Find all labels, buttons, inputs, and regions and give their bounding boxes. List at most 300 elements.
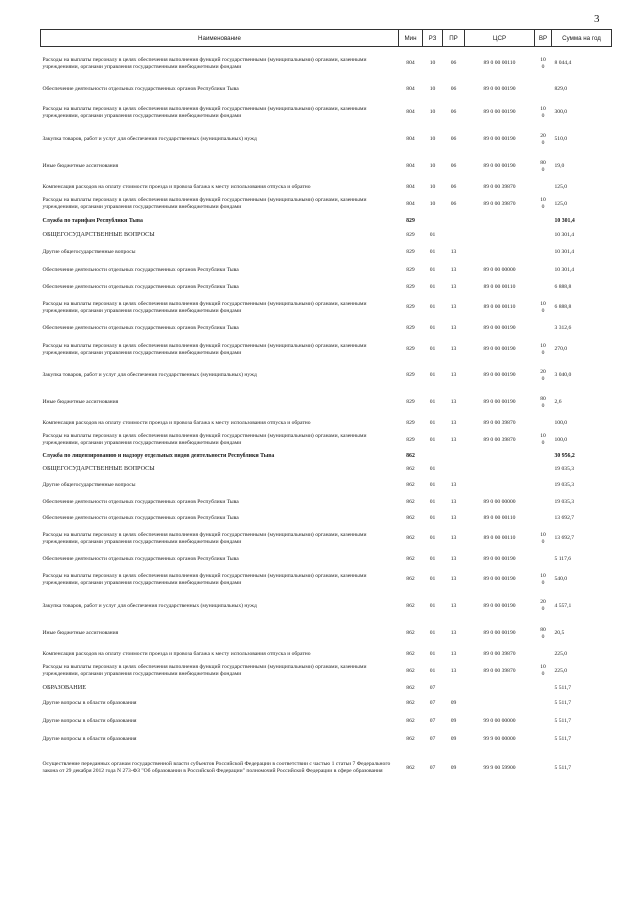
- header-rz: РЗ: [423, 30, 443, 47]
- vr-code-part: 10: [540, 57, 546, 64]
- cell-sum: 2,6: [554, 399, 562, 406]
- cell-vr: [535, 695, 552, 713]
- cell-min: 862: [406, 498, 415, 505]
- cell-sum: 13 692,7: [554, 535, 575, 542]
- table-row: [41, 451, 612, 462]
- cell-vr: [535, 417, 552, 430]
- table-row: [41, 363, 612, 389]
- cell-name: Другие вопросы в области образования: [42, 718, 137, 725]
- cell-sum: 8 044,4: [554, 60, 572, 67]
- cell-csr: 89 0 00 00190: [483, 86, 516, 93]
- cell-min: 862: [406, 630, 415, 637]
- vr-code-part: 0: [541, 349, 545, 356]
- cell-sum: 510,0: [554, 136, 568, 143]
- cell-rz: 07: [429, 718, 436, 725]
- cell-rz: 01: [429, 650, 436, 657]
- cell-pr: 13: [450, 514, 457, 521]
- cell-name: Расходы на выплаты персоналу в целях обеспечения выполнения функций государственными (муниципальными) органами, казенными учреждениями, органами управления государственными внебюджетными фондами: [42, 105, 367, 119]
- cell-vr: [535, 244, 552, 262]
- table-row: [41, 262, 612, 280]
- cell-csr: 89 0 00 00110: [483, 535, 516, 542]
- cell-name: Расходы на выплаты персоналу в целях обеспечения выполнения функций государственными (муниципальными) органами, казенными учреждениями, органами управления государственными внебюджетными фондами: [42, 572, 367, 586]
- cell-name: Обеспечение деятельности отдельных государственных органов Республики Тыва: [42, 267, 239, 274]
- table-row: [41, 99, 612, 127]
- cell-rz: 10: [429, 109, 436, 116]
- cell-sum: 10 301,4: [554, 232, 575, 239]
- cell-name: Служба по лицензированию и надзору отдельных видов деятельности Республики Тыва: [42, 452, 275, 459]
- cell-rz: [423, 451, 443, 462]
- cell-sum: 20,5: [554, 630, 565, 637]
- cell-sum: 3 312,6: [554, 325, 572, 332]
- cell-pr: 06: [450, 163, 457, 170]
- vr-code-part: 0: [541, 579, 545, 586]
- cell-vr: [535, 228, 552, 244]
- cell-vr: [535, 81, 552, 99]
- cell-name: ОБРАЗОВАНИЕ: [42, 683, 86, 691]
- table-row: [41, 511, 612, 526]
- cell-sum: 829,0: [554, 86, 568, 93]
- cell-rz: 01: [429, 630, 436, 637]
- cell-rz: 01: [429, 465, 436, 472]
- cell-pr: 13: [450, 372, 457, 379]
- cell-name: Расходы на выплаты персоналу в целях обеспечения выполнения функций государственными (муниципальными) органами, казенными учреждениями, органами управления государственными внебюджетными фондами: [42, 433, 367, 446]
- cell-name: Обеспечение деятельности отдельных государственных органов Республики Тыва: [42, 514, 239, 521]
- table-row: [41, 552, 612, 567]
- cell-rz: 01: [429, 436, 436, 443]
- cell-vr: [535, 127, 552, 153]
- cell-sum: 30 956,2: [554, 452, 575, 459]
- cell-sum: 100,0: [554, 419, 568, 426]
- table-row: [41, 153, 612, 181]
- cell-rz: 10: [429, 60, 436, 67]
- vr-code-part: 20: [540, 132, 546, 139]
- cell-min: 804: [406, 200, 415, 207]
- cell-min: 862: [406, 555, 415, 562]
- cell-sum: 13 692,7: [554, 514, 575, 521]
- vr-code-part: 0: [541, 307, 545, 314]
- vr-code-part: 80: [540, 159, 546, 166]
- cell-csr: 89 0 00 00190: [483, 399, 516, 406]
- vr-code-part: 0: [541, 63, 545, 70]
- cell-vr: [535, 682, 552, 695]
- cell-name: Расходы на выплаты персоналу в целях обеспечения выполнения функций государственными (муниципальными) органами, казенными учреждениями, органами управления государственными внебюджетными фондами: [42, 342, 367, 356]
- cell-rz: 10: [429, 200, 436, 207]
- cell-rz: 01: [429, 498, 436, 505]
- cell-sum: 5 511,7: [554, 700, 572, 707]
- vr-code-part: 10: [540, 300, 546, 307]
- table-row: [41, 695, 612, 713]
- header-csr: ЦСР: [465, 30, 535, 47]
- header-name: Наименование: [41, 30, 399, 47]
- cell-vr: [535, 661, 552, 682]
- cell-csr: 89 0 00 00110: [483, 60, 516, 67]
- cell-pr: [443, 451, 465, 462]
- cell-name: Обеспечение деятельности отдельных государственных органов Республики Тыва: [42, 86, 239, 93]
- cell-sum: 6 888,8: [554, 304, 572, 311]
- cell-vr: [535, 153, 552, 181]
- table-row: [41, 389, 612, 417]
- cell-csr: 99 9 00 59900: [483, 764, 516, 771]
- cell-rz: 10: [429, 183, 436, 190]
- cell-vr: [535, 731, 552, 748]
- table-row: [41, 661, 612, 682]
- table-row: [41, 417, 612, 430]
- cell-csr: [465, 477, 535, 494]
- cell-name: Компенсация расходов на оплату стоимости проезда и провоза багажа к месту использования отпуска и обратно: [42, 650, 311, 657]
- table-row: [41, 244, 612, 262]
- vr-code-part: 0: [541, 402, 545, 409]
- cell-rz: 07: [429, 684, 436, 691]
- cell-vr: [535, 337, 552, 363]
- cell-vr: [535, 648, 552, 661]
- vr-code-part: 10: [540, 197, 546, 204]
- cell-min: 829: [406, 232, 415, 239]
- cell-rz: 01: [429, 304, 436, 311]
- cell-rz: 01: [429, 419, 436, 426]
- cell-vr: [535, 194, 552, 215]
- cell-name: Другие вопросы в области образования: [42, 735, 137, 742]
- vr-code-part: 20: [540, 368, 546, 375]
- cell-csr: 89 0 00 39870: [483, 183, 516, 190]
- cell-min: 804: [406, 183, 415, 190]
- cell-pr: 13: [450, 535, 457, 542]
- cell-rz: 01: [429, 535, 436, 542]
- cell-rz: 01: [429, 555, 436, 562]
- vr-code-part: 10: [540, 664, 546, 671]
- cell-name: Закупка товаров, работ и услуг для обеспечения государственных (муниципальных) нужд: [42, 372, 257, 379]
- cell-csr: [465, 462, 535, 477]
- cell-min: 862: [406, 684, 415, 691]
- cell-name: ОБЩЕГОСУДАРСТВЕННЫЕ ВОПРОСЫ: [42, 231, 155, 239]
- cell-min: 862: [406, 514, 415, 521]
- cell-pr: [443, 215, 465, 228]
- cell-sum: 5 511,7: [554, 764, 572, 771]
- cell-rz: 01: [429, 602, 436, 609]
- table-row: [41, 682, 612, 695]
- table-header-row: [41, 30, 612, 47]
- cell-name: Компенсация расходов на оплату стоимости проезда и провоза багажа к месту использования отпуска и обратно: [42, 183, 311, 190]
- cell-rz: 01: [429, 346, 436, 353]
- cell-min: 862: [406, 465, 415, 472]
- cell-pr: 13: [450, 267, 457, 274]
- cell-name: Закупка товаров, работ и услуг для обеспечения государственных (муниципальных) нужд: [42, 136, 257, 143]
- cell-pr: 13: [450, 602, 457, 609]
- cell-min: 804: [406, 60, 415, 67]
- cell-min: 829: [406, 399, 415, 406]
- cell-sum: 3 040,0: [554, 372, 572, 379]
- cell-sum: 270,0: [554, 346, 568, 353]
- table-row: [41, 462, 612, 477]
- cell-vr: [535, 389, 552, 417]
- cell-sum: 10 301,4: [554, 267, 575, 274]
- cell-csr: 99 9 00 00000: [483, 735, 516, 742]
- cell-pr: 06: [450, 136, 457, 143]
- cell-pr: 13: [450, 399, 457, 406]
- cell-min: 804: [406, 163, 415, 170]
- cell-rz: 07: [429, 764, 436, 771]
- cell-rz: [423, 215, 443, 228]
- table-row: [41, 127, 612, 153]
- cell-vr: [535, 713, 552, 731]
- table-row: [41, 47, 612, 81]
- table-row: [41, 593, 612, 620]
- cell-min: 829: [406, 346, 415, 353]
- cell-min: 804: [406, 136, 415, 143]
- cell-name: Закупка товаров, работ и услуг для обеспечения государственных (муниципальных) нужд: [42, 602, 257, 609]
- cell-name: Обеспечение деятельности отдельных государственных органов Республики Тыва: [42, 325, 239, 332]
- cell-vr: [535, 511, 552, 526]
- cell-name: Расходы на выплаты персоналу в целях обеспечения выполнения функций государственными (муниципальными) органами, казенными учреждениями, органами управления государственными внебюджетными фондами: [42, 531, 367, 545]
- cell-csr: 89 0 00 00190: [483, 372, 516, 379]
- cell-csr: 89 0 00 39870: [483, 419, 516, 426]
- cell-name: Обеспечение деятельности отдельных государственных органов Республики Тыва: [42, 555, 239, 562]
- cell-rz: 01: [429, 325, 436, 332]
- cell-vr: [535, 280, 552, 295]
- cell-sum: 19 035,3: [554, 481, 575, 488]
- table-row: [41, 81, 612, 99]
- cell-rz: 01: [429, 249, 436, 256]
- cell-min: 829: [406, 249, 415, 256]
- cell-vr: [535, 552, 552, 567]
- table-row: [41, 494, 612, 511]
- cell-csr: 89 0 00 00110: [483, 283, 516, 290]
- header-vr: ВР: [535, 30, 552, 47]
- cell-sum: 5 511,7: [554, 718, 572, 725]
- cell-rz: 01: [429, 399, 436, 406]
- table-row: [41, 321, 612, 337]
- vr-code-part: 0: [541, 671, 545, 677]
- cell-vr: [535, 567, 552, 593]
- cell-min: 862: [406, 452, 415, 459]
- cell-pr: 06: [450, 60, 457, 67]
- cell-min: 804: [406, 86, 415, 93]
- cell-pr: 13: [450, 419, 457, 426]
- cell-csr: 89 0 00 39870: [483, 667, 516, 674]
- cell-rz: 10: [429, 163, 436, 170]
- cell-pr: 13: [450, 555, 457, 562]
- cell-sum: 6 888,8: [554, 283, 572, 290]
- cell-pr: 06: [450, 183, 457, 190]
- cell-name: Обеспечение деятельности отдельных государственных органов Республики Тыва: [42, 498, 239, 505]
- cell-name: Другие вопросы в области образования: [42, 700, 137, 707]
- cell-rz: 01: [429, 514, 436, 521]
- cell-sum: 4 557,1: [554, 602, 572, 609]
- table-row: [41, 526, 612, 552]
- cell-name: Иные бюджетные ассигнования: [42, 630, 119, 637]
- cell-pr: 13: [450, 630, 457, 637]
- cell-pr: 09: [450, 764, 457, 771]
- cell-rz: 07: [429, 735, 436, 742]
- cell-rz: 10: [429, 136, 436, 143]
- cell-min: 862: [406, 602, 415, 609]
- vr-code-part: 10: [540, 433, 546, 440]
- cell-sum: 19 035,3: [554, 498, 575, 505]
- cell-min: 862: [406, 700, 415, 707]
- vr-code-part: 0: [541, 204, 545, 210]
- cell-vr: [535, 363, 552, 389]
- cell-sum: 10 301,4: [554, 217, 575, 224]
- table-row: [41, 295, 612, 321]
- cell-sum: 540,0: [554, 576, 568, 583]
- cell-name: Другие общегосударственные вопросы: [42, 249, 136, 256]
- cell-rz: 10: [429, 86, 436, 93]
- vr-code-part: 0: [541, 139, 545, 146]
- cell-sum: 5 511,7: [554, 735, 572, 742]
- cell-csr: 89 0 00 39870: [483, 650, 516, 657]
- cell-sum: 225,0: [554, 667, 568, 674]
- cell-rz: 01: [429, 232, 436, 239]
- cell-pr: 09: [450, 718, 457, 725]
- cell-rz: 01: [429, 481, 436, 488]
- table-row: [41, 713, 612, 731]
- cell-pr: 13: [450, 498, 457, 505]
- cell-name: Обеспечение деятельности отдельных государственных органов Республики Тыва: [42, 283, 239, 290]
- cell-sum: 5 117,6: [554, 555, 572, 562]
- cell-sum: 300,0: [554, 109, 568, 116]
- cell-name: Расходы на выплаты персоналу в целях обеспечения выполнения функций государственными (муниципальными) органами, казенными учреждениями, органами управления государственными внебюджетными фондами: [42, 300, 367, 314]
- cell-sum: 5 511,7: [554, 684, 572, 691]
- cell-sum: 10 301,4: [554, 249, 575, 256]
- cell-min: 862: [406, 718, 415, 725]
- vr-code-part: 0: [541, 375, 545, 382]
- budget-table: [40, 29, 612, 789]
- cell-min: 862: [406, 735, 415, 742]
- cell-vr: [535, 477, 552, 494]
- cell-vr: [535, 47, 552, 81]
- cell-name: Служба по тарифам Республики Тыва: [42, 217, 143, 224]
- cell-pr: 06: [450, 109, 457, 116]
- table-row: [41, 620, 612, 648]
- cell-min: 862: [406, 667, 415, 674]
- cell-pr: 06: [450, 200, 457, 207]
- cell-name: Компенсация расходов на оплату стоимости проезда и провоза багажа к месту использования отпуска и обратно: [42, 419, 311, 426]
- cell-csr: 89 0 00 00190: [483, 325, 516, 332]
- cell-pr: 13: [450, 576, 457, 583]
- cell-pr: 13: [450, 346, 457, 353]
- page-number: 3: [594, 13, 600, 25]
- cell-min: 829: [406, 325, 415, 332]
- cell-min: 829: [406, 372, 415, 379]
- header-min: Мин: [399, 30, 423, 47]
- vr-code-part: 0: [541, 633, 545, 640]
- cell-min: 829: [406, 419, 415, 426]
- table-row: [41, 337, 612, 363]
- cell-name: Расходы на выплаты персоналу в целях обеспечения выполнения функций государственными (муниципальными) органами, казенными учреждениями, органами управления государственными внебюджетными фондами: [42, 197, 367, 210]
- cell-vr: [535, 620, 552, 648]
- cell-vr: [535, 181, 552, 194]
- cell-csr: 89 0 00 00190: [483, 163, 516, 170]
- cell-rz: 01: [429, 667, 436, 674]
- cell-pr: [443, 682, 465, 695]
- table-row: [41, 477, 612, 494]
- header-pr: ПР: [443, 30, 465, 47]
- cell-vr: [535, 430, 552, 451]
- cell-pr: 09: [450, 735, 457, 742]
- cell-csr: [465, 228, 535, 244]
- cell-pr: 13: [450, 667, 457, 674]
- cell-csr: 99 0 00 00000: [483, 718, 516, 725]
- cell-name: ОБЩЕГОСУДАРСТВЕННЫЕ ВОПРОСЫ: [42, 464, 155, 472]
- cell-vr: [535, 526, 552, 552]
- cell-min: 829: [406, 217, 415, 224]
- cell-csr: [465, 244, 535, 262]
- cell-sum: 125,0: [554, 200, 568, 207]
- cell-csr: 89 0 00 00190: [483, 346, 516, 353]
- cell-vr: [535, 748, 552, 789]
- cell-min: 804: [406, 109, 415, 116]
- cell-rz: 01: [429, 372, 436, 379]
- cell-name: Другие общегосударственные вопросы: [42, 481, 136, 488]
- table-row: [41, 567, 612, 593]
- cell-rz: 01: [429, 576, 436, 583]
- cell-pr: 13: [450, 304, 457, 311]
- table-row: [41, 648, 612, 661]
- cell-sum: 225,0: [554, 650, 568, 657]
- cell-rz: 07: [429, 700, 436, 707]
- vr-code-part: 0: [541, 440, 545, 446]
- cell-min: 829: [406, 304, 415, 311]
- cell-sum: 19 035,3: [554, 465, 575, 472]
- table-row: [41, 430, 612, 451]
- vr-code-part: 20: [540, 599, 546, 606]
- cell-min: 829: [406, 283, 415, 290]
- vr-code-part: 80: [540, 395, 546, 402]
- vr-code-part: 0: [541, 538, 545, 545]
- cell-pr: 13: [450, 249, 457, 256]
- vr-code-part: 0: [541, 166, 545, 173]
- cell-csr: 89 0 00 00190: [483, 555, 516, 562]
- cell-csr: 89 0 00 00110: [483, 304, 516, 311]
- cell-name: Расходы на выплаты персоналу в целях обеспечения выполнения функций государственными (муниципальными) органами, казенными учреждениями, органами управления государственными внебюджетными фондами: [42, 664, 367, 677]
- cell-pr: [443, 228, 465, 244]
- cell-csr: 89 0 00 00190: [483, 602, 516, 609]
- cell-sum: 100,0: [554, 436, 568, 443]
- table-row: [41, 228, 612, 244]
- cell-pr: 09: [450, 700, 457, 707]
- header-sum: Сумма на год: [552, 30, 612, 47]
- cell-csr: 89 0 00 00190: [483, 630, 516, 637]
- cell-csr: 89 0 00 39870: [483, 436, 516, 443]
- cell-csr: [465, 682, 535, 695]
- cell-vr: [535, 462, 552, 477]
- table-row: [41, 748, 612, 789]
- cell-pr: 13: [450, 481, 457, 488]
- cell-min: 862: [406, 650, 415, 657]
- cell-csr: [465, 451, 535, 462]
- cell-csr: 89 0 00 00190: [483, 576, 516, 583]
- vr-code-part: 10: [540, 572, 546, 579]
- cell-rz: 01: [429, 283, 436, 290]
- vr-code-part: 10: [540, 531, 546, 538]
- vr-code-part: 0: [541, 112, 545, 119]
- cell-name: Иные бюджетные ассигнования: [42, 399, 119, 406]
- cell-name: Иные бюджетные ассигнования: [42, 163, 119, 170]
- cell-pr: 13: [450, 325, 457, 332]
- cell-vr: [535, 494, 552, 511]
- cell-csr: 89 0 00 00110: [483, 514, 516, 521]
- table-row: [41, 181, 612, 194]
- cell-vr: [535, 262, 552, 280]
- cell-vr: [535, 321, 552, 337]
- cell-vr: [535, 215, 552, 228]
- cell-vr: [535, 451, 552, 462]
- cell-csr: 89 0 00 00190: [483, 136, 516, 143]
- table-row: [41, 731, 612, 748]
- cell-pr: 13: [450, 436, 457, 443]
- cell-csr: 89 0 00 00000: [483, 267, 516, 274]
- cell-min: 862: [406, 576, 415, 583]
- cell-pr: [443, 462, 465, 477]
